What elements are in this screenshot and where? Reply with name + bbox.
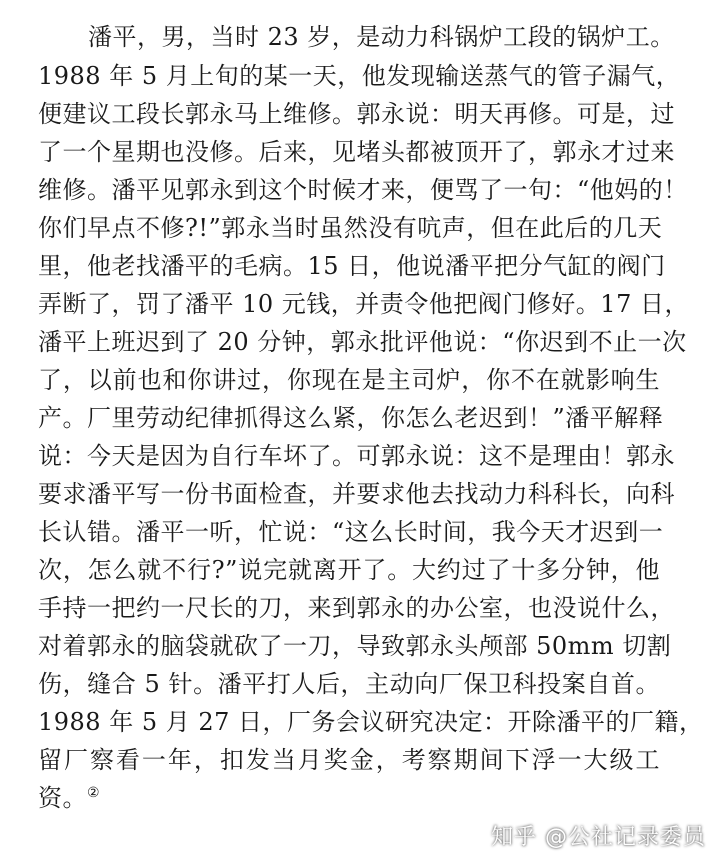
paragraph-line: 长认错。潘平一听，忙说：“这么长时间，我今天才迟到一	[38, 518, 664, 546]
paragraph-line: 手持一把约一尺长的刀，来到郭永的办公室，也没说什么，	[38, 594, 675, 622]
paragraph-line: 了一个星期也没修。后来，见堵头都被顶开了，郭永才过来	[38, 138, 675, 166]
paragraph-line: 资。	[38, 784, 87, 812]
paragraph-line: 次，怎么就不行?”说完就离开了。大约过了十多分钟，他	[38, 556, 660, 584]
paragraph-line: 对着郭永的脑袋就砍了一刀，导致郭永头颅部 50mm 切割	[38, 632, 672, 660]
paragraph-line: 维修。潘平见郭永到这个时候才来，便骂了一句：“他妈的！	[38, 176, 688, 204]
paragraph-line: 了，以前也和你讲过，你现在是主司炉，你不在就影响生	[38, 366, 660, 394]
paragraph-line: 1988 年 5 月上旬的某一天，他发现输送蒸气的管子漏气，	[38, 62, 681, 90]
paragraph-line: 弄断了，罚了潘平 10 元钱，并责令他把阀门修好。17 日，	[38, 290, 689, 318]
paragraph-line: 产。厂里劳动纪律抓得这么紧，你怎么老迟到！”潘平解释	[38, 404, 664, 432]
paragraph-line: 要求潘平写一份书面检查，并要求他去找动力科科长，向科	[38, 480, 675, 508]
paragraph-line: 留厂察看一年，扣发当月奖金，考察期间下浮一大级工	[38, 746, 660, 774]
paragraph-line: 潘平，男，当时 23 岁，是动力科锅炉工段的锅炉工。	[88, 23, 675, 51]
paragraph-line: 便建议工段长郭永马上维修。郭永说：明天再修。可是，过	[38, 100, 675, 128]
paragraph-line: 你们早点不修?!”郭永当时虽然没有吭声，但在此后的几天	[38, 214, 663, 242]
footnote-marker: ②	[87, 785, 101, 801]
paragraph-line: 里，他老找潘平的毛病。15 日，他说潘平把分气缸的阀门	[38, 252, 666, 280]
paragraph-last-line	[38, 781, 660, 815]
paragraph-line: 说：今天是因为自行车坏了。可郭永说：这不是理由！郭永	[38, 442, 675, 470]
paragraph-line: 1988 年 5 月 27 日，厂务会议研究决定：开除潘平的厂籍，	[38, 708, 704, 736]
paragraph-line: 伤，缝合 5 针。潘平打人后，主动向厂保卫科投案自首。	[38, 670, 660, 698]
watermark: 知乎 @公社记录委员	[491, 825, 706, 850]
paragraph-line: 潘平上班迟到了 20 分钟，郭永批评他说：“你迟到不止一次	[38, 328, 687, 356]
